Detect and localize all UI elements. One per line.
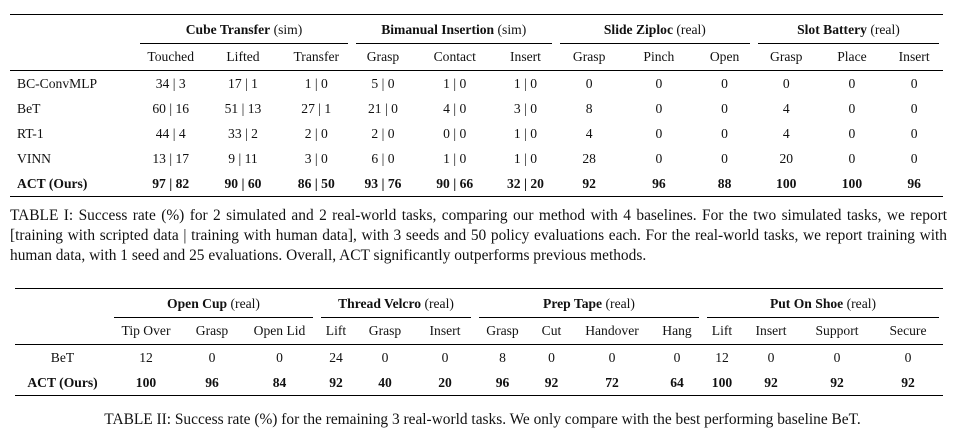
table-row (10, 146, 943, 171)
score-cell: 3 | 0 (304, 150, 328, 166)
subtask-header: Grasp (366, 49, 400, 64)
score-cell: 8 (585, 100, 593, 116)
score-cell: 1 | 0 (414, 71, 495, 97)
score-cell: 0 (910, 125, 918, 141)
score-cell: 4 (782, 100, 790, 116)
corner-cell (15, 289, 110, 319)
task-setting: (real) (870, 21, 900, 37)
score-cell: 96 (205, 374, 219, 390)
score-cell: 60 | 16 (152, 100, 190, 116)
group-header-row (15, 289, 943, 319)
subtask-header: Lift (711, 323, 733, 338)
score-cell: 33 | 2 (228, 125, 258, 141)
task-setting: (real) (846, 295, 877, 311)
task-group-header (110, 289, 317, 319)
task-group-header (556, 15, 754, 45)
task-name: Slot Battery (797, 21, 867, 37)
subtask-header: Insert (898, 49, 930, 64)
score-cell: 0 (721, 125, 728, 141)
score-cell: 0 (623, 71, 696, 97)
task-name: Open Cup (167, 295, 228, 311)
method-name: RT-1 (17, 125, 44, 141)
score-cell: 96 (907, 175, 921, 191)
method-name: BeT (15, 345, 110, 371)
score-cell: 0 (721, 150, 728, 166)
score-cell: 44 | 4 (155, 125, 186, 141)
score-cell: 0 (848, 150, 856, 166)
subtask-header: Grasp (486, 323, 519, 338)
score-cell: 2 | 0 (304, 125, 328, 141)
score-cell: 1 | 0 (495, 71, 556, 97)
score-cell: 88 (717, 175, 732, 191)
score-cell: 92 (830, 374, 844, 390)
subtask-header-row (15, 318, 943, 345)
score-cell: 0 (655, 150, 663, 166)
score-cell: 86 | 50 (297, 175, 335, 191)
score-cell: 0 (885, 71, 943, 97)
score-cell: 5 | 0 (352, 71, 415, 97)
subtask-header: Grasp (770, 49, 803, 64)
table-row (10, 71, 943, 97)
score-cell: 0 (556, 71, 623, 97)
task-group-header (136, 15, 351, 45)
score-cell: 51 | 13 (224, 100, 262, 116)
subtask-header: Support (815, 323, 859, 338)
score-cell: 4 (585, 125, 593, 141)
score-cell: 92 (582, 175, 596, 191)
score-cell: 2 | 0 (371, 125, 395, 141)
score-cell: 97 | 82 (152, 175, 190, 191)
method-name: ACT (Ours) (17, 175, 88, 191)
task-name: Thread Velcro (338, 295, 422, 311)
task-setting: (real) (605, 295, 635, 311)
task-group-header (352, 15, 556, 45)
score-cell: 40 (378, 374, 392, 390)
score-cell: 0 | 0 (443, 125, 467, 141)
score-cell: 6 | 0 (371, 150, 395, 166)
subtask-header: Touched (147, 49, 195, 64)
table-row (10, 121, 943, 146)
method-name: ACT (Ours) (27, 374, 98, 390)
subtask-header: Secure (889, 323, 927, 338)
score-cell: 0 (819, 71, 886, 97)
subtask-header: Place (837, 49, 867, 64)
subtask-header: Open (709, 49, 740, 64)
score-cell: 100 (711, 374, 733, 390)
score-cell: 96 (652, 175, 666, 191)
subtask-header: Transfer (293, 49, 340, 64)
score-cell: 0 (754, 71, 819, 97)
score-cell: 28 (582, 150, 596, 166)
corner-cell (10, 15, 136, 45)
score-cell: 92 (329, 374, 343, 390)
task-name: Cube Transfer (185, 21, 271, 37)
score-cell: 13 | 17 (152, 150, 190, 166)
score-cell: 0 (721, 100, 728, 116)
score-cell: 32 | 20 (506, 175, 544, 191)
task-setting: (sim) (273, 21, 303, 37)
score-cell: 8 (475, 345, 530, 371)
score-cell: 90 | 60 (224, 175, 262, 191)
subtask-header: Pinch (643, 49, 675, 64)
method-name: VINN (17, 150, 51, 166)
score-cell: 92 (901, 374, 915, 390)
score-cell: 0 (655, 100, 663, 116)
task-setting: (real) (230, 295, 260, 311)
task-name: Put On Shoe (769, 295, 844, 311)
score-cell: 0 (242, 345, 317, 371)
score-cell: 20 (438, 374, 452, 390)
subtask-header: Grasp (572, 49, 606, 64)
score-cell: 21 | 0 (368, 100, 398, 116)
score-cell: 1 | 0 (443, 150, 467, 166)
score-cell: 0 (655, 125, 663, 141)
table-1-caption: TABLE I: Success rate (%) for 2 simulated and 2 real-world tasks, comparing our method with 4 baselines. For the two simulated tasks, we report [training with scripted data | training with human data], with 3 seeds and 50 policy evaluations each. For the real-world tasks, we report training with human data, with 1 seed and 25 evaluations. Overall, ACT significantly outperforms previous methods. (10, 207, 947, 264)
results-table-2 (15, 288, 943, 396)
score-cell: 0 (801, 345, 873, 371)
task-name: Bimanual Insertion (381, 21, 495, 37)
task-setting: (real) (676, 21, 706, 37)
method-name: BeT (17, 100, 41, 116)
score-cell: 100 (776, 175, 797, 191)
subtask-header: Insert (755, 323, 787, 338)
table-2-caption: TABLE II: Success rate (%) for the remaining 3 real-world tasks. We only compare with the best performing baseline BeT. (104, 411, 861, 428)
score-cell: 17 | 1 (205, 71, 281, 97)
subtask-header: Insert (510, 49, 541, 64)
method-name: BC-ConvMLP (10, 71, 136, 97)
score-cell: 90 | 66 (436, 175, 474, 191)
task-name: Slide Ziploc (603, 21, 673, 37)
task-group-header (754, 15, 943, 45)
score-cell: 0 (573, 345, 651, 371)
subtask-header: Cut (541, 323, 562, 338)
score-cell: 72 (605, 374, 619, 390)
task-setting: (real) (424, 295, 454, 311)
score-cell: 84 (272, 374, 287, 390)
score-cell: 0 (695, 71, 754, 97)
score-cell: 92 (764, 374, 778, 390)
score-cell: 100 (841, 175, 863, 191)
task-group-header (475, 289, 703, 319)
corner-cell (10, 44, 136, 71)
subtask-header: Handover (585, 323, 639, 338)
subtask-header: Open Lid (253, 323, 306, 338)
score-cell: 64 (670, 374, 684, 390)
score-cell: 0 (651, 345, 703, 371)
subtask-header-row (10, 44, 943, 71)
score-cell: 3 | 0 (513, 100, 538, 116)
table-row (15, 345, 943, 371)
task-group-header (703, 289, 943, 319)
corner-cell (15, 318, 110, 345)
task-setting: (sim) (497, 21, 527, 37)
score-cell: 0 (910, 100, 918, 116)
score-cell: 12 (703, 345, 741, 371)
score-cell: 0 (741, 345, 801, 371)
score-cell: 0 (848, 125, 856, 141)
score-cell: 1 | 0 (281, 71, 352, 97)
score-cell: 92 (544, 374, 559, 390)
subtask-header: Hang (662, 323, 692, 338)
score-cell: 0 (910, 150, 918, 166)
score-cell: 4 | 0 (443, 100, 467, 116)
score-cell: 34 | 3 (136, 71, 205, 97)
score-cell: 0 (415, 345, 475, 371)
subtask-header: Grasp (195, 323, 229, 338)
subtask-header: Insert (429, 323, 461, 338)
score-cell: 9 | 11 (228, 150, 258, 166)
score-cell: 24 (317, 345, 355, 371)
score-cell: 12 (110, 345, 182, 371)
subtask-header: Tip Over (121, 323, 171, 338)
score-cell: 4 (782, 125, 790, 141)
subtask-header: Contact (433, 49, 476, 64)
table-row (10, 96, 943, 121)
subtask-header: Lifted (226, 49, 260, 64)
score-cell: 1 | 0 (513, 150, 538, 166)
score-cell: 0 (355, 345, 415, 371)
task-group-header (317, 289, 475, 319)
score-cell: 0 (873, 345, 943, 371)
score-cell: 1 | 0 (513, 125, 538, 141)
score-cell: 100 (135, 374, 157, 390)
score-cell: 93 | 76 (364, 175, 402, 191)
subtask-header: Grasp (368, 323, 402, 338)
score-cell: 96 (495, 374, 510, 390)
subtask-header: Lift (325, 323, 347, 338)
group-header-row (10, 15, 943, 45)
results-table-1 (10, 14, 943, 197)
table-row (15, 370, 943, 396)
table-row (10, 171, 943, 197)
score-cell: 0 (848, 100, 856, 116)
score-cell: 0 (182, 345, 242, 371)
score-cell: 27 | 1 (301, 100, 332, 116)
score-cell: 20 (779, 150, 794, 166)
task-name: Prep Tape (543, 295, 603, 311)
score-cell: 0 (530, 345, 573, 371)
